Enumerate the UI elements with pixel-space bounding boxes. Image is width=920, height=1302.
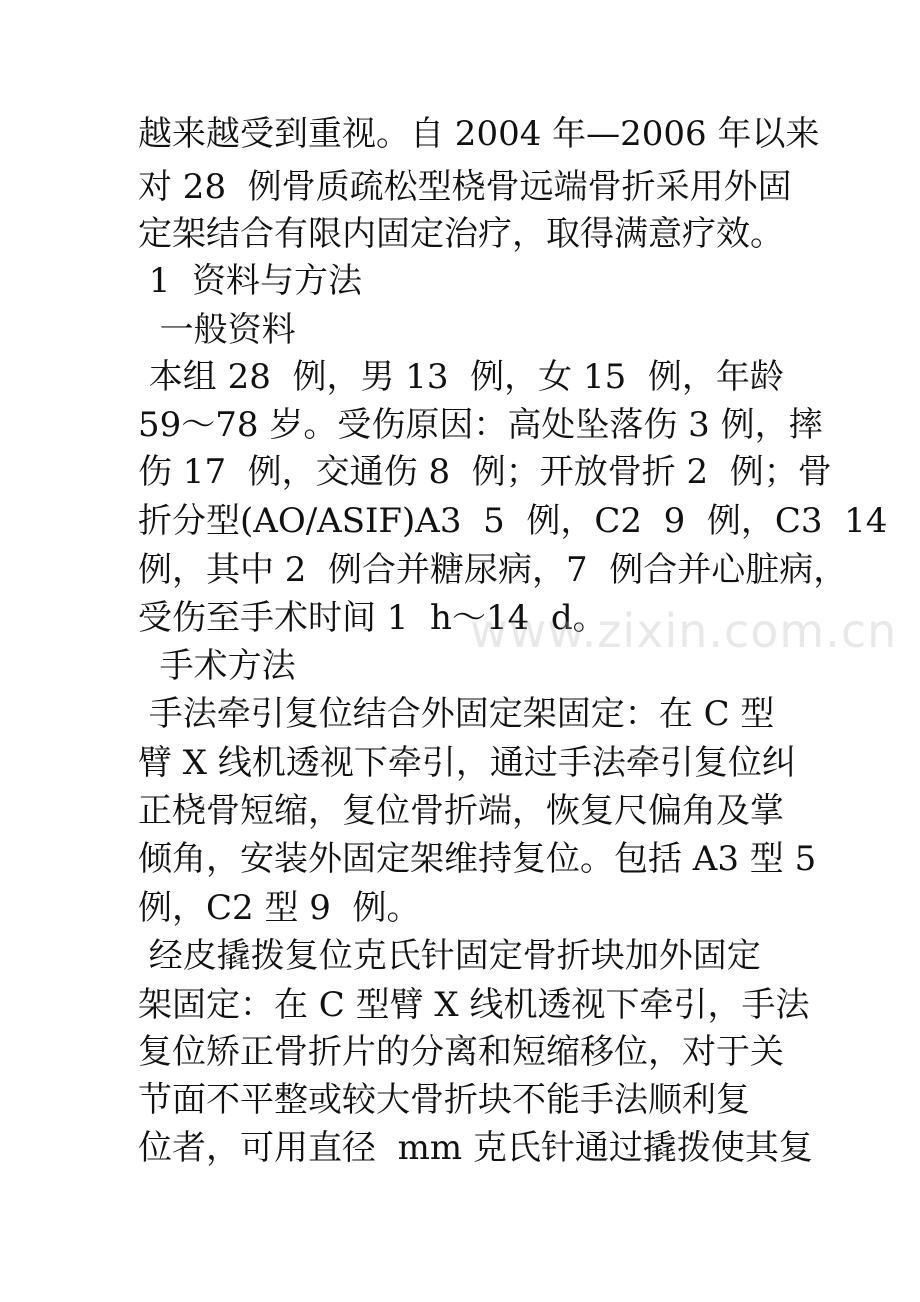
section-heading: 1 资料与方法 (138, 261, 363, 301)
text-line: 复位矫正骨折片的分离和短缩移位，对于关 (138, 1032, 784, 1072)
text-line: 位者，可用直径 mm 克氏针通过撬拨使其复 (138, 1128, 813, 1168)
text-line: 折分型(AO/ASIF)A3 5 例，C2 9 例，C3 14 (138, 501, 888, 541)
text-line: 受伤至手术时间 1 h～14 d。 (138, 598, 607, 638)
text-line: 伤 17 例，交通伤 8 例；开放骨折 2 例；骨 (138, 452, 832, 492)
text-line: 定架结合有限内固定治疗，取得满意疗效。 (138, 214, 784, 254)
text-line: 本组 28 例，男 13 例，女 15 例，年龄 (138, 357, 784, 397)
subsection-heading: 一般资料 (138, 310, 296, 350)
text-line: 架固定：在 C 型臂 X 线机透视下牵引，手法 (138, 985, 810, 1025)
text-line: 经皮撬拨复位克氏针固定骨折块加外固定 (138, 936, 761, 976)
subsection-heading: 手术方法 (138, 646, 296, 686)
text-line: 59～78 岁。受伤原因：高处坠落伤 3 例，摔 (138, 405, 823, 445)
text-line: 例，C2 型 9 例。 (138, 888, 421, 928)
watermark: www.zixin.com.cn (470, 604, 898, 658)
text-line: 节面不平整或较大骨折块不能手法顺利复 (138, 1080, 750, 1120)
text-line: 越来越受到重视。自 2004 年—2006 年以来 (138, 114, 820, 154)
text-line: 例，其中 2 例合并糖尿病，7 例合并心脏病， (138, 550, 848, 590)
text-line: 对 28 例骨质疏松型桡骨远端骨折采用外固 (138, 167, 792, 207)
text-line: 臂 X 线机透视下牵引，通过手法牵引复位纠 (138, 743, 796, 783)
text-line: 倾角，安装外固定架维持复位。包括 A3 型 5 (138, 839, 817, 879)
text-line: 正桡骨短缩，复位骨折端，恢复尺偏角及掌 (138, 791, 784, 831)
text-line: 手法牵引复位结合外固定架固定：在 C 型 (138, 694, 775, 734)
